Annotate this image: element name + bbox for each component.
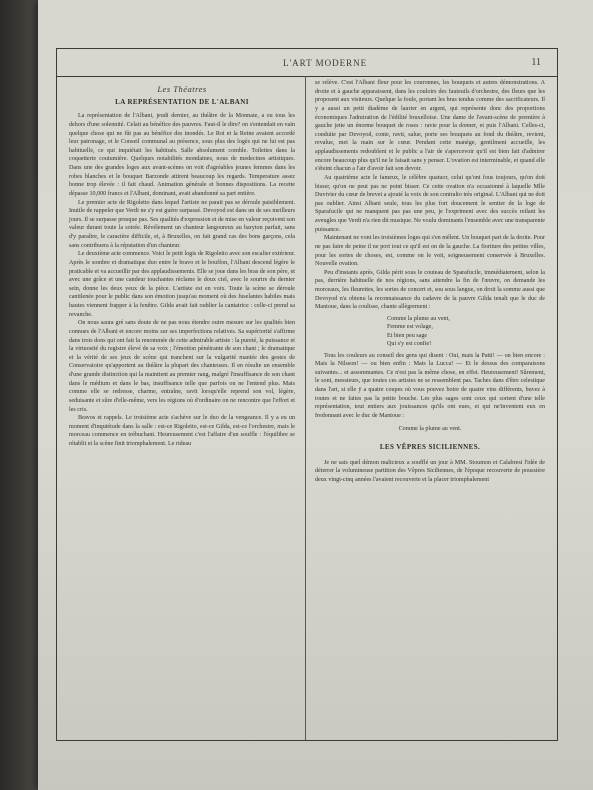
paragraph: Le deuxième acte commence. Voici le petit logis de Rigoletto avec son escalier extérieur. Après le sombre et dramatique duo entre le bravo et le bouffon, l'Albani descend légère le praticable et va accueillir par des applaudissements. Elle se joue dans les bras de son père, et avec une grâce et une candeur touchantes réclame le doux ciel, avec le sourire du dernier sein, donne les deux yeux de la pièce. L'artiste est en voix. Toute la scène se déroule cantilenée pour le public dans son émotion jusqu'au moment où des fuselantes habiles mais hautes viennent frapper à la fenêtre. Gilda avait fait oublier la cantatrice : celle-ci prend sa revanche. — [69, 251, 295, 318]
left-column — [69, 83, 295, 449]
page-frame — [56, 48, 558, 741]
paragraph: se relève. C'est l'Albani fleur pour les couronnes, les bouquets et autres démonstrations. A droite et à gauche apparaissent, dans les couloirs des fauteuils d'orchestre, des fleurs que les proposent aux visiteurs. Quelque la foule, portant les bras tendus comme des sacrificateurs. Il y a aussi un petit diadème de laurier en argent, qui représente donc des proportions économiques l'admiration de l'édilité bruxelloise. Une dame de l'avant-scène de première à gauche jette un énorme bouquet de roses : ravie pour la donner, et puis l'Albani. Celles-ci, conduite par Devoyod, conte, ravit, salue, porte ses bouquets au fond du théâtre, revient, revalue, met la main sur le cœur. Pendant cette manège, gentilment accueille, les applaudissements redoublent et le public a l'air de s'apercevoir qu'il est bien fait d'admirer encore beaucoup plus qu'il ne le faisait sans y penser. L'ovation est interminable, et quand elle s'éteint chacun a l'air d'avoir fait son devoir. — [315, 80, 545, 173]
verse-quote — [315, 315, 545, 349]
verse-line: Qui s'y est confie! — [387, 341, 432, 348]
verse-line: Comme la plume au vent, — [387, 315, 450, 322]
verse-line: Femme est volage, — [387, 324, 433, 331]
paragraph: Au quatrième acte le fameux, le célèbre quatuor, celui qu'ont fous toujours, qu'on doit bisser, qu'on ne peut pas ne point bisser. Ce cette ovation n'a occasionné à laquelle Mlle Duvivier du cœur de brevet a ajouté la voix de son contralto très original. L'Albani qui ne doit pas oublier. Ainsi Albani seule, tous les plus fort doucement le sentier de la loge de Sparafucile qui ne manquent pas pas une peu, je l'expriment avec des succès reilant les aveugles que Verdi n'a rien dit musique. Ne voulu dominants l'ensemble avec une transparente puissance. — [315, 174, 545, 233]
article-title-vepres: LES VÊPRES SICILIENNES. — [379, 443, 481, 452]
paragraph: Maintenant ne vont les troisièmes loges qui s'en mêlent. Un bouquet part de la droite. Pour ne pas faire de peine il ne port tout ce qu'il est on de la gauche. La fioriture des petites villes, pour les sortes de choses, est, comme on le voit, soigneusement conservée à Bruxelles. Nouvelle ovation. — [315, 235, 545, 268]
page-number: 11 — [531, 57, 541, 68]
column-divider — [305, 76, 306, 740]
header-rule — [57, 76, 557, 77]
paragraph: Bravos et rappels. Le troisième acte s'achève sur le duo de la vengeance. Il y a eu un moment d'inquiétude dans la salle : est-ce Rigoletto, est-ce Gilda, est-ce l'orchestre, mais le morceau commence en trébuchant. Heureusement c'est l'affaire d'un souffle : l'équilibre se rétablit et la scène finit triomphalement. Le rideau — [69, 415, 295, 447]
right-column — [315, 79, 545, 485]
verse-line: Et bien peu sage — [387, 332, 428, 339]
background-left-edge — [0, 0, 38, 790]
paragraph: On nous saura gré sans doute de ne pas nous étendre outre mesure sur les qualités bien connues de l'Albani et encore moins sur ses imperfections relatives. Sa supériorité s'affirme dans trois dons qui ont fait la renommée de cette admirable artiste : la pureté, la puissance et la virtuosité du registre élevé de sa voix ; l'émotion pénétrante de son chant ; le dramatique et la vérité de ses jeux de scène qui tranchent sur la vulgarité maniée des gestes de Conservatoire qu'apportent au théâtre la plupart des chanteuses. Il en résulte un ensemble d'une grande distinction qui la maintient au premier rang, malgré l'insuffisance de son chant dans le médium et dans le bas, insuffisance telle que parfois on ne l'entend plus. Mais comme elle se redresse, charme, entraîne, ravit lorsqu'elle reprend son vol, légère, seduisante et sûre d'elle-même, vers les régions où d'ordinaire on ne rencontre que l'effort et les cris. — [69, 320, 295, 413]
paragraph: Je ne sais quel démon malicieux a soufflé un jour à MM. Stoumon et Calabresi l'idée de déterrer la volumineuse partition des Vêpres Siciliennes, de l'époque recouverte de poussière deux vingt-cinq années l'avaient recouverte et la placer triomphalement — [315, 459, 545, 483]
article-title-albani: LA REPRÉSENTATION DE L'ALBANI — [115, 97, 249, 106]
paragraph: Le premier acte de Rigoletto dans lequel l'artiste ne parait pas se déroule paisiblement. Inutile de rappeler que Verdi ne s'y est guère surpassé. Devoyod est dans un de ses meilleurs jours. Il se surpasse presque pas. Ses qualités d'expression et de mise en valeur reçoivent son valeur durant toute la soirée. Révélement un chanteur langoureux au baryton parfait, sans d'y paraître, le caractère difficile, et, à Bruxelles, on fait grand cas des bons garçons, cela sans contribuera à la réputation d'un chanteur. — [69, 199, 296, 249]
section-heading: Les Théatres — [157, 84, 207, 94]
closing-verse: Comme la plume au vent. — [398, 425, 462, 432]
paragraph: Peu d'instants après, Gilda périt sous le couteau de Sparafucile, immédiatement, selon la pas, derrière habituelle de nos régions, sans attendre la fin de l'œuvre, on demande les morceaux, les fleurettes, les sortes de concert et, sou sous langue, on droit la somme aussi que Devoyod n'a obtenu la reconnaissance du cadavre de la pauvre Gilda tenaît que le duc de Mantoue, dans la coulisse, chante allègrement : — [315, 269, 545, 311]
paragraph: La représentation de l'Albani, jeudi dernier, au théâtre de la Monnaie, a eu tous les dehors d'une solennité. Celait au bénéfice des pauvres. Faut-il le dire? on s'entendait en vain quelque chose qui ne fût pas au bénéfice des inondés. Le Roi et la Reine avaient accordé leur patronage, et le Conseil communal au présence, sous plus des logés qui ne lui est pas habituelle, ce qui inquiétait les habitués. Salle absolument comble. Toilettes dans la coquetterie coutumière. Quelques notabilités mondaines, nous de medecines artistiques. Dans une des grandes loges aux avant-scènes on voit d'agréables jeunes femmes dans les robes blanches et le bouquet Barzonde attirent beaucoup les regards. Temperature assez bonne trop élevée : il fait chaud. Animation générale et bonnes dispositions. La recette dépasse 10,000 francs et l'Albani, dominant, avait abandonné sa part entière. — [69, 113, 295, 197]
paragraph: Tous les couleurs au conseil des gens qui disent : Oui, mais la Patti! — on bien encore : Mais la Nilsson! — ou bien enfin : Mais la Lucca! — Et le dessus des comparaisons suivantes... et assommantes. Ce n'est pas la même chose, en effet. Heureusement! Sûrement, le sont, messieurs, que toutes ces artistes ne se ressemblent pas. Taches dans d'être celestique dans l'art, si elle ÿ a quatre coupes où vous pouvez boire de quatre vins différents, buvez à toutes et ne faites pas la petite bouche. Les plus sages sont ceux qui sortent d'une telle représentation, tout entiers aux jouissances qu'ils ont eues, et qui ne'inventent eux en fredonnant avec le duc de Mantoue : — [315, 352, 545, 419]
running-header: L'ART MODERNE — [283, 58, 368, 68]
